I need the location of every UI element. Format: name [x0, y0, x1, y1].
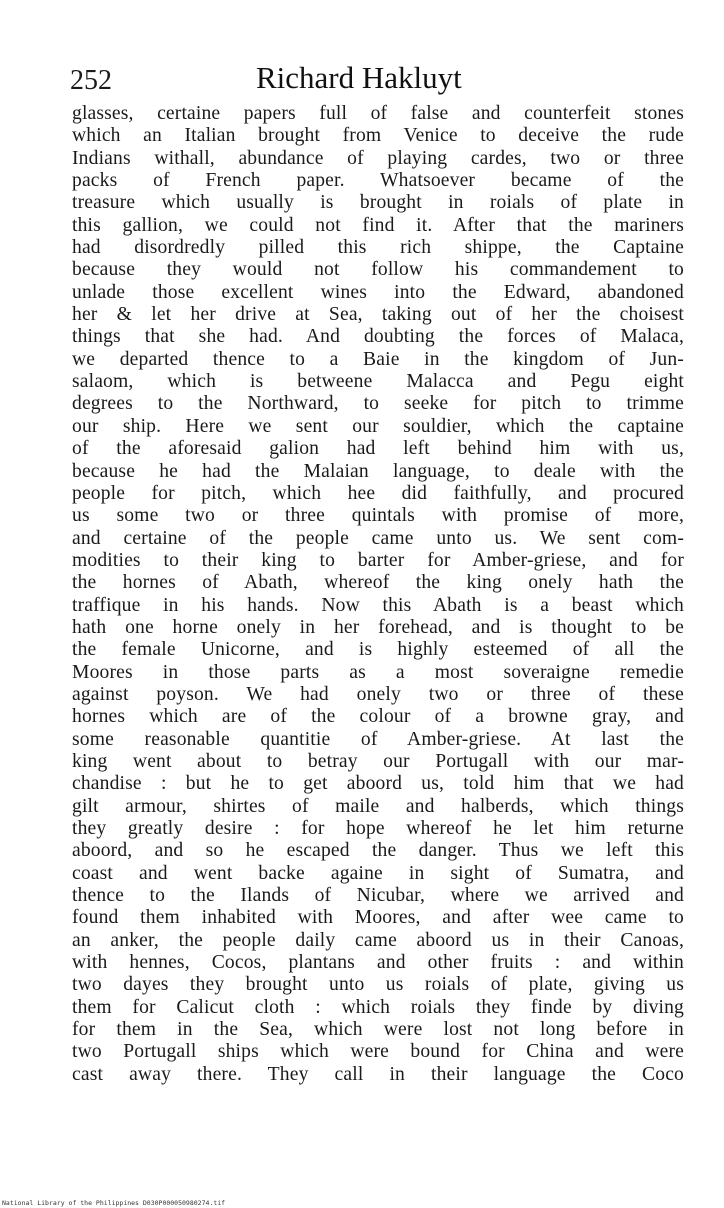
text-line: packs of French paper. Whatsoever became of the [72, 170, 684, 192]
page-number: 252 [70, 65, 112, 96]
text-line: Indians withall, abundance of playing cardes, two or three [72, 147, 684, 169]
text-line: hath one horne onely in her forehead, and is thought to be [72, 616, 684, 638]
text-line: and certaine of the people came unto us. We sent com- [72, 527, 684, 549]
text-line: two Portugall ships which were bound for China and were [72, 1041, 684, 1063]
text-line: her & let her drive at Sea, taking out of her the choisest [72, 304, 684, 326]
text-line: thence to the Ilands of Nicubar, where we arrived and [72, 885, 684, 907]
text-line: some reasonable quantitie of Amber-griese. At last the [72, 728, 684, 750]
text-line: things that she had. And doubting the forces of Malaca, [72, 326, 684, 348]
text-line: aboord, and so he escaped the danger. Thus we left this [72, 840, 684, 862]
text-line: of the aforesaid galion had left behind him with us, [72, 438, 684, 460]
text-line: them for Calicut cloth : which roials they finde by diving [72, 996, 684, 1018]
text-line: for them in the Sea, which were lost not long before in [72, 1019, 684, 1041]
body-text [72, 103, 684, 1086]
text-line: two dayes they brought unto us roials of plate, giving us [72, 974, 684, 996]
text-line: had disordredly pilled this rich shippe, the Captaine [72, 237, 684, 259]
text-line: the female Unicorne, and is highly esteemed of all the [72, 639, 684, 661]
text-line: an anker, the people daily came aboord us in their Canoas, [72, 929, 684, 951]
text-line: us some two or three quintals with promise of more, [72, 505, 684, 527]
text-line: which an Italian brought from Venice to deceive the rude [72, 125, 684, 147]
text-line: this gallion, we could not find it. After that the mariners [72, 214, 684, 236]
text-line: hornes which are of the colour of a browne gray, and [72, 706, 684, 728]
text-line: traffique in his hands. Now this Abath is a beast which [72, 594, 684, 616]
scan-footer-label: National Library of the Philippines D030P000050980274.tif [2, 1199, 226, 1207]
text-line: the hornes of Abath, whereof the king onely hath the [72, 572, 684, 594]
text-line: because he had the Malaian language, to deale with the [72, 460, 684, 482]
text-line: they greatly desire : for hope whereof he let him returne [72, 818, 684, 839]
text-line: treasure which usually is brought in roials of plate in [72, 192, 684, 214]
page-header [70, 58, 682, 102]
text-line: salaom, which is betweene Malacca and Pegu eight [72, 371, 684, 393]
text-line: chandise : but he to get aboord us, told him that we had [72, 773, 684, 795]
text-line: against poyson. We had onely two or three of these [72, 683, 684, 705]
text-line: because they would not follow his commandement to [72, 259, 684, 281]
text-line: with hennes, Cocos, plantans and other fruits : and within [72, 952, 684, 974]
text-line: gilt armour, shirtes of maile and halberds, which things [72, 795, 684, 817]
running-title: Richard Hakluyt [256, 60, 462, 95]
text-line: Moores in those parts as a most soveraigne remedie [72, 661, 684, 683]
text-line: glasses, certaine papers full of false and counterfeit stones [72, 103, 684, 124]
text-line: coast and went backe againe in sight of Sumatra, and [72, 862, 684, 884]
text-line: found them inhabited with Moores, and after wee came to [72, 907, 684, 929]
text-line: our ship. Here we sent our souldier, which the captaine [72, 415, 684, 437]
text-line: modities to their king to barter for Amber-griese, and for [72, 549, 684, 571]
text-line: people for pitch, which hee did faithfully, and procured [72, 482, 684, 504]
text-line: king went about to betray our Portugall with our mar- [72, 750, 684, 772]
text-line: we departed thence to a Baie in the kingdom of Jun- [72, 348, 684, 370]
text-line: degrees to the Northward, to seeke for pitch to trimme [72, 393, 684, 415]
text-line: unlade those excellent wines into the Edward, abandoned [72, 281, 684, 303]
text-line: cast away there. They call in their language the Coco [72, 1063, 684, 1085]
